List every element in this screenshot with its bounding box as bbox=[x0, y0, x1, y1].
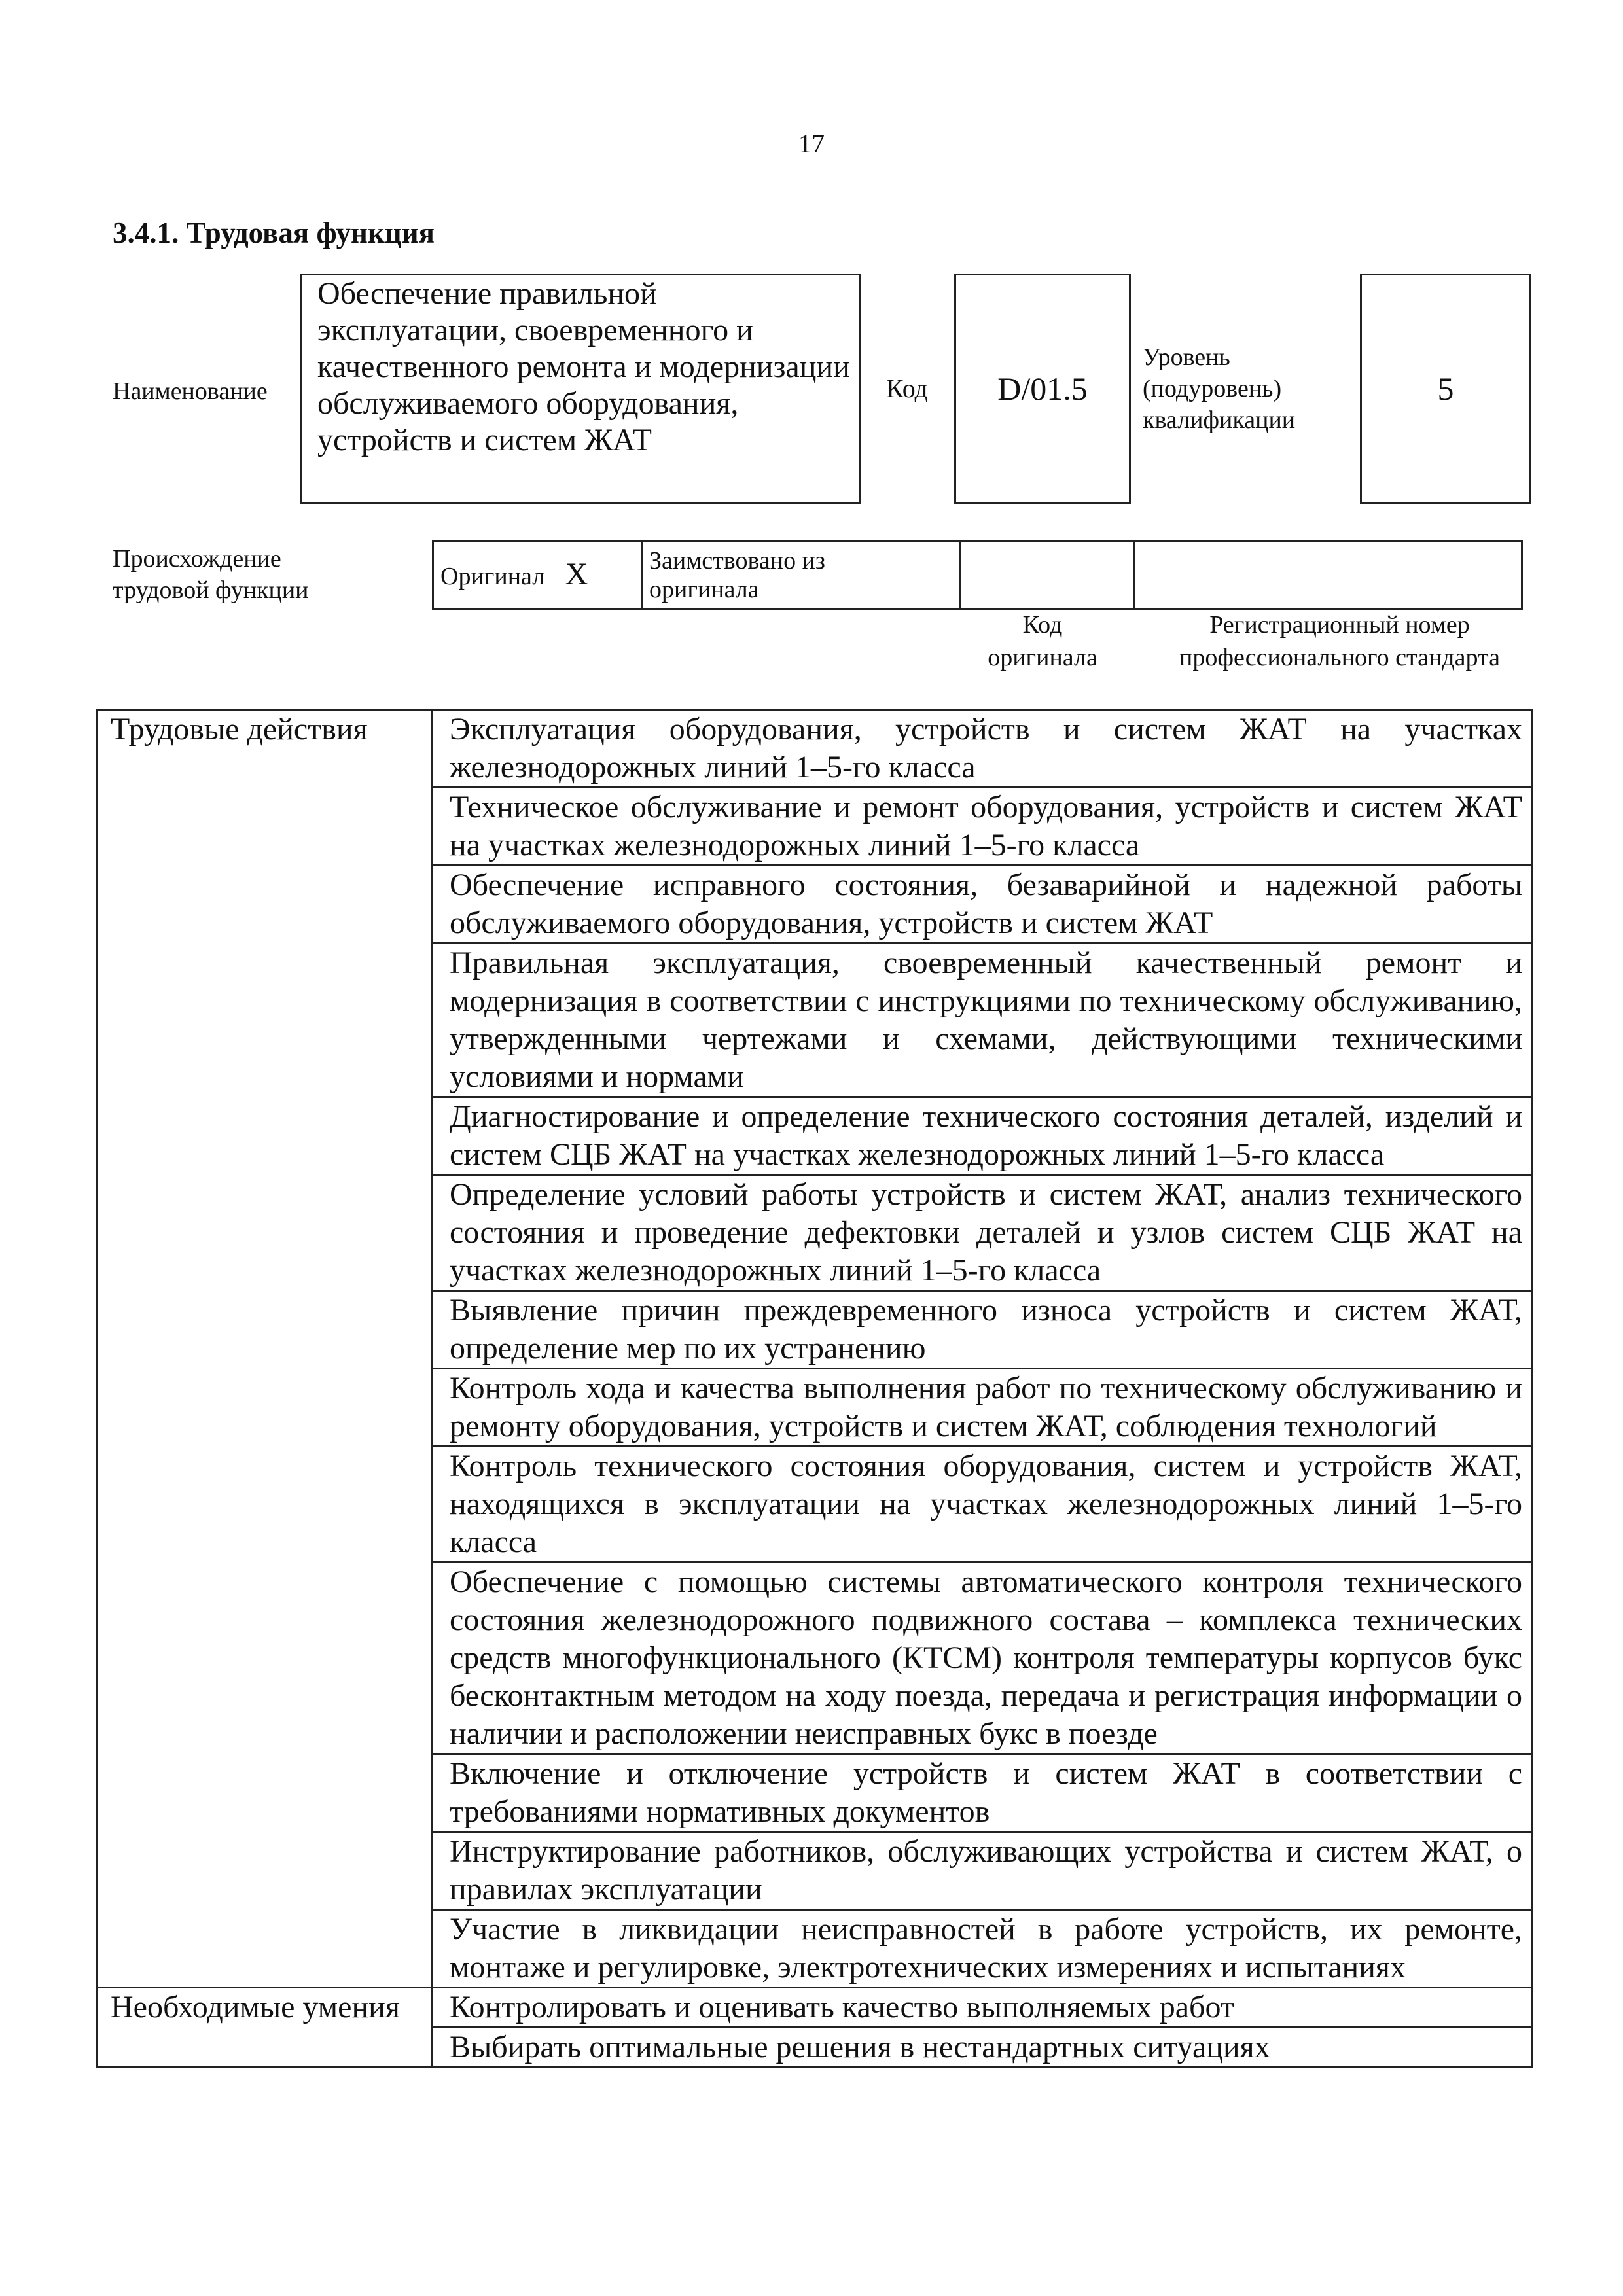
origin-label bbox=[113, 543, 309, 606]
original-mark: X bbox=[565, 556, 588, 592]
level-label-line: Уровень bbox=[1143, 344, 1230, 371]
caption-line: Регистрационный номер bbox=[1209, 611, 1470, 639]
borrowed-label-line: Заимствовано из bbox=[649, 547, 825, 574]
page-number: 17 bbox=[798, 129, 825, 158]
labor-action-item: Выявление причин преждевременного износа устройств и систем ЖАТ, определение мер по их устранению bbox=[432, 1291, 1533, 1369]
labor-action-item: Эксплуатация оборудования, устройств и систем ЖАТ на участках железнодорожных линий 1–5-го класса bbox=[432, 710, 1533, 788]
skill-item: Контролировать и оценивать качество выполняемых работ bbox=[432, 1988, 1533, 2028]
labor-action-item: Обеспечение с помощью системы автоматического контроля технического состояния железнодорожного подвижного состава – комплекса технических средств многофункционального (КТСМ) контроля температуры корпусов букс бесконтактным методом на ходу поезда, передача и регистрация информации о наличии и расположении неисправных букс в поезде bbox=[432, 1563, 1533, 1754]
labor-action-item: Диагностирование и определение технического состояния деталей, изделий и систем СЦБ ЖАТ на участках железнодорожных линий 1–5-го класса bbox=[432, 1097, 1533, 1175]
labor-action-item: Включение и отключение устройств и систем ЖАТ в соответствии с требованиями нормативных документов bbox=[432, 1754, 1533, 1832]
borrowed-cell bbox=[642, 542, 961, 609]
labor-action-item: Инструктирование работников, обслуживающих устройства и систем ЖАТ, о правилах эксплуатации bbox=[432, 1832, 1533, 1910]
labor-action-item: Контроль хода и качества выполнения работ по техническому обслуживанию и ремонту оборудования, устройств и систем ЖАТ, соблюдения технологий bbox=[432, 1369, 1533, 1447]
labor-action-item: Участие в ликвидации неисправностей в работе устройств, их ремонте, монтаже и регулировке, электротехнических измерениях и испытаниях bbox=[432, 1910, 1533, 1988]
table-row bbox=[97, 1988, 1533, 2028]
registration-number-caption bbox=[1135, 609, 1544, 674]
labor-action-item: Определение условий работы устройств и систем ЖАТ, анализ технического состояния и проведение дефектовки деталей и узлов систем СЦБ ЖАТ на участках железнодорожных линий 1–5-го класса bbox=[432, 1175, 1533, 1291]
borrowed-label-line: оригинала bbox=[649, 576, 759, 603]
original-code-caption bbox=[954, 609, 1131, 674]
functions-table bbox=[96, 709, 1533, 2068]
skill-item: Выбирать оптимальные решения в нестандартных ситуациях bbox=[432, 2028, 1533, 2068]
caption-line: оригинала bbox=[988, 644, 1097, 671]
origin-table bbox=[432, 540, 1523, 610]
original-cell bbox=[433, 542, 642, 609]
level-label bbox=[1143, 342, 1295, 436]
function-code-box bbox=[954, 274, 1131, 504]
name-label: Наименование bbox=[113, 378, 268, 405]
registration-number-cell bbox=[1134, 542, 1522, 609]
required-skills-label: Необходимые умения bbox=[97, 1988, 432, 2068]
level-label-line: (подуровень) bbox=[1143, 375, 1282, 402]
labor-action-item: Контроль технического состояния оборудования, систем и устройств ЖАТ, находящихся в эксплуатации на участках железнодорожных линий 1–5-го класса bbox=[432, 1447, 1533, 1563]
origin-label-line: трудовой функции bbox=[113, 576, 309, 604]
section-heading: 3.4.1. Трудовая функция bbox=[113, 217, 435, 249]
labor-action-item: Обеспечение исправного состояния, безаварийной и надежной работы обслуживаемого оборудования, устройств и систем ЖАТ bbox=[432, 866, 1533, 944]
origin-label-line: Происхождение bbox=[113, 545, 281, 573]
original-label: Оригинал bbox=[440, 562, 545, 590]
function-name-box: Обеспечение правильной эксплуатации, своевременного и качественного ремонта и модернизации обслуживаемого оборудования, устройств и систем ЖАТ bbox=[300, 274, 861, 504]
qualification-level-value: 5 bbox=[1437, 370, 1454, 407]
level-label-line: квалификации bbox=[1143, 406, 1296, 434]
original-code-cell bbox=[961, 542, 1134, 609]
caption-line: Код bbox=[1022, 611, 1063, 639]
labor-action-item: Техническое обслуживание и ремонт оборудования, устройств и систем ЖАТ на участках железнодорожных линий 1–5-го класса bbox=[432, 788, 1533, 866]
labor-action-item: Правильная эксплуатация, своевременный качественный ремонт и модернизация в соответствии с инструкциями по техническому обслуживанию, утвержденными чертежами и схемами, действующими техническими условиями и нормами bbox=[432, 944, 1533, 1097]
table-row bbox=[97, 710, 1533, 788]
caption-line: профессионального стандарта bbox=[1179, 644, 1500, 671]
code-label: Код bbox=[886, 374, 928, 403]
labor-actions-label: Трудовые действия bbox=[97, 710, 432, 1988]
qualification-level-box bbox=[1360, 274, 1531, 504]
function-code-value: D/01.5 bbox=[997, 370, 1088, 407]
